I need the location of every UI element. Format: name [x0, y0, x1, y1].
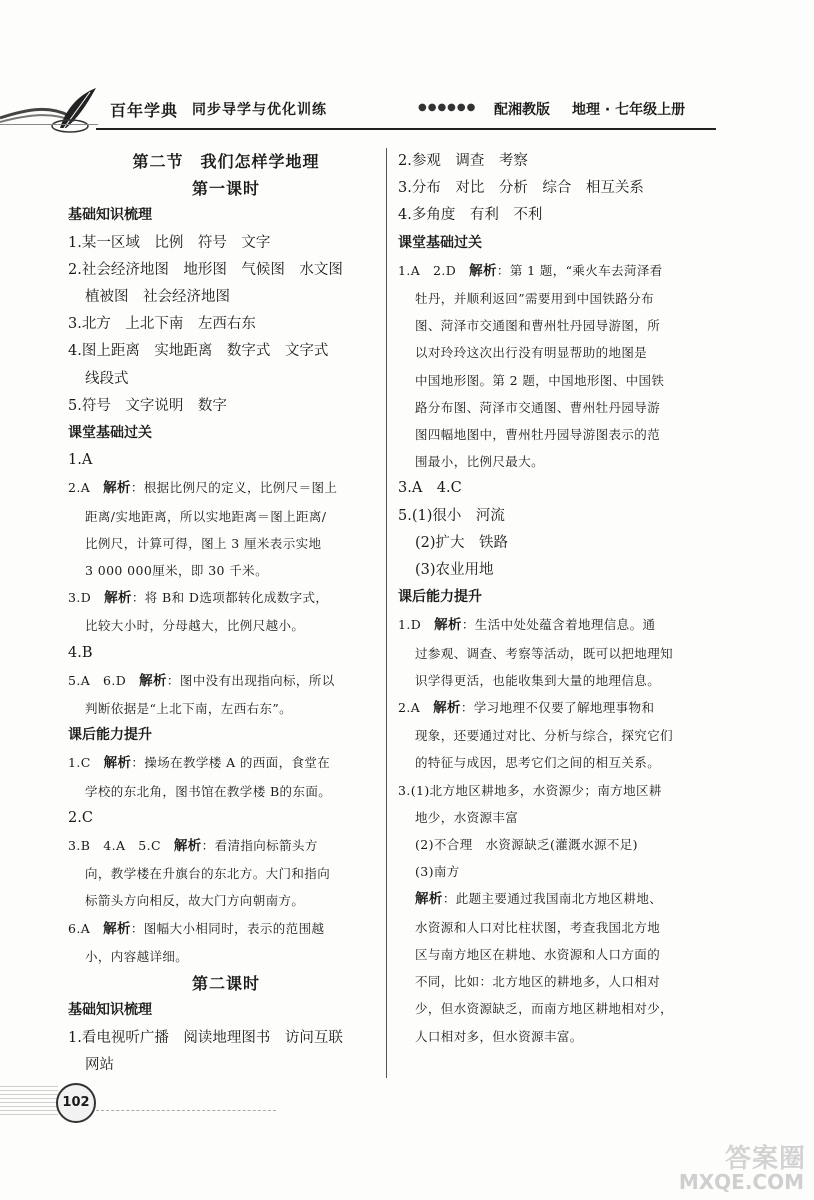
- answer-number: 1.A 2.D: [398, 262, 470, 278]
- analysis-text: 以对玲玲这次出行没有明显帮助的地图是: [415, 345, 648, 361]
- answer-line: 4.B: [68, 644, 93, 661]
- lesson-title: 第一课时: [191, 179, 260, 199]
- analysis-text: ：第 1 题，“乘火车去菏泽看: [496, 262, 663, 278]
- footer-stripes: [0, 1086, 58, 1116]
- analysis-text: 3 000 000厘米，即 30 千米。: [85, 563, 268, 579]
- answer-line: 4.多角度 有利 不利: [398, 207, 543, 224]
- brand-title: 百年学典: [110, 101, 179, 120]
- answer-line: 3.A 4.C: [398, 480, 462, 497]
- answer-line: [398, 885, 724, 913]
- answer-line: [398, 694, 724, 722]
- series-subtitle: 同步导学与优化训练: [192, 102, 327, 118]
- answer-line: [68, 832, 384, 860]
- analysis-label: 解析: [469, 262, 497, 279]
- answer-line: [68, 749, 384, 777]
- analysis-text: 判断依据是“上北下南，左西右东”。: [85, 701, 293, 717]
- analysis-label: 解析: [103, 920, 131, 937]
- answer-line: [68, 584, 384, 612]
- analysis-text: ：操场在教学楼 A 的西面，食堂在: [131, 755, 331, 771]
- answer-line: (2)不合理 水资源缺乏(灌溉水源不足): [415, 837, 638, 853]
- answer-line: 地少，水资源丰富: [415, 809, 519, 825]
- right-column: [398, 148, 724, 1050]
- analysis-label: 解析: [139, 672, 167, 689]
- section-title: 第二节 我们怎样学地理: [132, 152, 320, 171]
- answer-line: (3)农业用地: [415, 562, 494, 579]
- analysis-text: 水资源和人口对比柱状图，考查我国北方地: [415, 919, 661, 935]
- answer-line: (2)扩大 铁路: [415, 534, 509, 551]
- analysis-text: ：此题主要通过我国南北方地区耕地、: [442, 891, 663, 907]
- watermark-url: MXQE.COM: [678, 1170, 804, 1194]
- analysis-text: ：根据比例尺的定义，比例尺＝图上: [130, 480, 338, 496]
- section-heading: 课堂基础过关: [398, 234, 482, 251]
- answer-line: 4.图上距离 实地距离 数字式 文字式: [68, 343, 329, 360]
- answer-line: [68, 915, 384, 943]
- analysis-label: 解析: [103, 480, 131, 497]
- answer-number: 3.B 4.A 5.C: [68, 838, 174, 854]
- analysis-text: ：看清指向标箭头方: [201, 838, 318, 854]
- analysis-text: 不同，比如：北方地区的耕地多，人口相对: [415, 974, 661, 990]
- answer-line: 植被图 社会经济地图: [85, 289, 230, 306]
- answer-number: 1.C: [68, 755, 104, 771]
- analysis-text: 图、菏泽市交通图和曹州牡丹园导游图，所: [415, 318, 661, 334]
- section-heading: 课堂基础过关: [68, 425, 152, 442]
- answer-line: [68, 667, 384, 695]
- analysis-text: ：将 B和 D选项都转化成数字式，: [131, 590, 329, 606]
- edition-label: 配湘教版: [494, 102, 550, 118]
- analysis-text: 识学得更活，也能收集到大量的地理信息。: [415, 672, 661, 688]
- section-heading: 基础知识梳理: [68, 1002, 152, 1019]
- analysis-text: 中国地形图。第 2 题，中国地形图、中国铁: [415, 372, 665, 388]
- analysis-label: 解析: [433, 700, 461, 717]
- section-heading: 基础知识梳理: [68, 207, 152, 224]
- analysis-label: 解析: [104, 590, 132, 607]
- answer-number: 2.A: [68, 480, 104, 496]
- analysis-label: 解析: [103, 755, 132, 772]
- answer-line: 3.分布 对比 分析 综合 相互关系: [398, 180, 644, 197]
- answer-line: (3)南方: [415, 864, 460, 880]
- answer-line: 5.符号 文字说明 数字: [68, 397, 227, 414]
- analysis-text: 比较大小时，分母越大，比例尺越小。: [85, 618, 305, 634]
- quill-logo-icon: [0, 88, 110, 136]
- analysis-text: ：图幅大小相同时，表示的范围越: [130, 920, 325, 936]
- section-heading: 课后能力提升: [68, 727, 152, 744]
- answer-number: 1.D: [398, 617, 435, 633]
- answer-line: 2.C: [68, 809, 93, 826]
- answer-line: 2.社会经济地图 地形图 气候图 水文图: [68, 261, 343, 278]
- analysis-text: 围最小，比例尺最大。: [415, 454, 545, 470]
- answer-number: 3.D: [68, 590, 105, 606]
- analysis-text: 学校的东北角，图书馆在教学楼 B的东面。: [85, 783, 332, 799]
- answer-line: 1.A: [68, 452, 93, 469]
- analysis-label: 解析: [434, 617, 462, 634]
- watermark-logo: 答案圈: [724, 1144, 806, 1174]
- analysis-text: 少，但水资源缺乏，而南方地区耕地相对少，: [415, 1001, 674, 1017]
- answer-line: 1.看电视听广播 阅读地理图书 访问互联: [68, 1029, 343, 1046]
- answer-line: [68, 474, 384, 502]
- analysis-text: 路分布图、菏泽市交通图、曹州牡丹园导游: [415, 399, 661, 415]
- header-rule: [96, 128, 716, 130]
- subject-label: 地理 · 七年级上册: [572, 102, 686, 118]
- analysis-text: 现象，还要通过对比、分析与综合，探究它们: [415, 728, 674, 744]
- analysis-label: 解析: [415, 891, 443, 908]
- column-divider: [386, 148, 387, 1078]
- answer-line: 2.参观 调查 考察: [398, 153, 528, 169]
- answer-number: 2.A: [398, 700, 434, 716]
- analysis-label: 解析: [173, 838, 202, 855]
- lesson-title: 第二课时: [191, 974, 260, 994]
- answer-line: 网站: [85, 1056, 114, 1073]
- analysis-text: 比例尺，计算可得，图上 3 厘米表示实地: [85, 535, 322, 551]
- analysis-text: ：学习地理不仅要了解地理事物和: [460, 700, 655, 716]
- answer-line: 3.北方 上北下南 左西右东: [68, 316, 256, 333]
- answer-number: 5.A 6.D: [68, 672, 140, 688]
- answer-line: 线段式: [85, 370, 129, 387]
- analysis-text: 向，教学楼在升旗台的东北方。大门和指向: [85, 866, 331, 882]
- analysis-text: 区与南方地区在耕地、水资源和人口方面的: [415, 946, 661, 962]
- analysis-text: ：生活中处处蕴含着地理信息。通: [461, 617, 656, 633]
- analysis-text: 过参观、调查、考察等活动，既可以把地理知: [415, 645, 674, 661]
- analysis-text: 牡丹，并顺利返回”需要用到中国铁路分布: [415, 291, 654, 307]
- page-header: [0, 88, 814, 136]
- answer-line: 5.(1)很小 河流: [398, 507, 505, 524]
- page-number: 102: [56, 1083, 96, 1123]
- analysis-text: ：图中没有出现指向标，所以: [166, 672, 335, 688]
- footer-dashed-line: [96, 1110, 276, 1111]
- answer-line: 1.某一区域 比例 符号 文字: [68, 234, 271, 251]
- analysis-text: 标箭头方向相反，故大门方向朝南方。: [85, 893, 305, 909]
- analysis-text: 的特征与成因，思考它们之间的相互关系。: [415, 755, 661, 771]
- analysis-text: 图四幅地图中，曹州牡丹园导游图表示的范: [415, 427, 661, 443]
- header-dots: ●●●●●●: [418, 102, 477, 113]
- answer-line: [398, 611, 724, 639]
- header-rule-left: [0, 124, 98, 125]
- analysis-text: 距离/实地距离，所以实地距离＝图上距离/: [85, 508, 327, 524]
- answer-line: 3.(1)北方地区耕地多，水资源少；南方地区耕: [398, 782, 662, 798]
- answer-number: 6.A: [68, 920, 104, 936]
- analysis-text: 人口相对多，但水资源丰富。: [415, 1028, 583, 1044]
- section-heading: 课后能力提升: [398, 589, 482, 606]
- analysis-text: 小，内容越详细。: [85, 948, 189, 964]
- answer-line: [398, 257, 724, 285]
- left-column: [68, 148, 384, 1079]
